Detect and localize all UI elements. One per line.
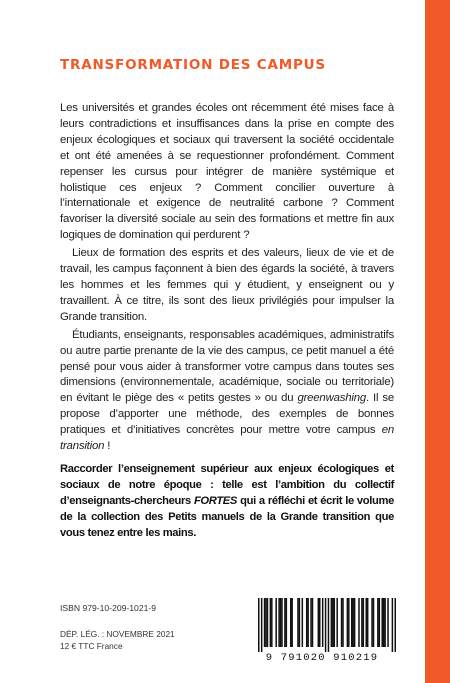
en-transition-term: en transition [60, 424, 394, 453]
paragraph-3-part-b: . Il se propose d’apporter une méthode, des exemples de bonnes pratiques et d’initiatives concrètes pour mettre votre campus [60, 392, 394, 437]
summary-part-b: qui a réfléchi et écrit le volume de la collection des Petits manuels de la Grande transition que vous tenez entre les mains. [60, 495, 395, 539]
barcode-bar [342, 598, 344, 647]
barcode-bar [275, 598, 277, 647]
barcode-bars [248, 598, 396, 652]
barcode-bar [341, 598, 343, 647]
summary-part-a: Raccorder l’enseignement supérieur aux enjeux écologiques et sociaux de notre époque : telle est l’ambition du collectif d’enseignants-chercheurs [60, 463, 394, 507]
barcode-bar [348, 598, 350, 647]
barcode-bar [291, 598, 293, 647]
paragraph-3-part-a: Étudiants, enseignants, responsables académiques, administratifs ou autre partie prenante de la vie des campus, ce petit manuel a été pensé pour vous aider à transformer votre campus dans toutes ses dimensions (environnementale, académique, sociale ou territoriale) en évitant le piège des « petits gestes » ou du [60, 328, 394, 405]
barcode-bar [395, 598, 396, 652]
barcode-bar [332, 598, 334, 647]
barcode-bar [325, 598, 327, 652]
barcode-bar [267, 598, 269, 647]
barcode-bar [290, 598, 292, 647]
barcode-bar [352, 598, 354, 647]
paragraph-3 [60, 328, 394, 455]
barcode-bar [270, 598, 272, 647]
barcode-bar [377, 598, 379, 647]
barcode-bar [379, 598, 381, 647]
legal-info [60, 628, 175, 652]
barcode [248, 598, 396, 668]
barcode-bar [318, 598, 320, 647]
price: 12 € TTC France [60, 641, 123, 651]
barcode-bar [258, 598, 260, 652]
greenwashing-term: greenwashing [297, 392, 366, 405]
barcode-bar [363, 598, 365, 647]
barcode-bar [271, 598, 273, 647]
barcode-bar [306, 598, 308, 647]
barcode-bar [351, 598, 353, 647]
isbn-text: ISBN 979-10-209-1021-9 [60, 603, 157, 613]
back-cover-description [60, 101, 394, 457]
barcode-bar [328, 598, 330, 652]
barcode-bar [319, 598, 321, 647]
barcode-bar [302, 598, 304, 647]
barcode-bar [383, 598, 385, 647]
legal-deposit: DÉP. LÉG. : NOVEMBRE 2021 [60, 629, 175, 639]
barcode-bar [280, 598, 282, 647]
barcode-bar [358, 598, 360, 647]
barcode-bar [310, 598, 312, 647]
barcode-bar [261, 598, 263, 652]
barcode-bar [334, 598, 336, 647]
barcode-bar [278, 598, 280, 647]
barcode-bar [312, 598, 314, 647]
barcode-bar [307, 598, 309, 647]
barcode-bar [387, 598, 389, 647]
barcode-bar [361, 598, 363, 647]
barcode-bar [367, 598, 369, 647]
barcode-number: 9 791020 910219 [265, 652, 379, 664]
barcode-bar [354, 598, 356, 647]
barcode-bar [322, 598, 324, 647]
barcode-bar [373, 598, 375, 647]
barcode-bar [297, 598, 299, 647]
barcode-bar [281, 598, 283, 647]
collective-name: FORTES [193, 495, 238, 507]
paragraph-1: Les universités et grandes écoles ont récemment été mises face à leurs contradictions et insuffisances dans la prise en compte des enjeux écologiques et sociaux qui traversent la société occidentale et ont été amenées à se requestionner profondément. Comment repenser les cursus pour intégrer de manière systémique et holistique ces enjeux ? Comment concilier ouverture à l’internationale et exigence de neutralité carbone ? Comment favoriser la diversité sociale au sein des formations et mettre fin aux logiques de domination qui perdurent ? [60, 102, 394, 242]
barcode-bar [384, 598, 386, 647]
barcode-bar [286, 598, 288, 647]
barcode-bar [299, 598, 301, 647]
paragraph-2: Lieux de formation des esprits et des valeurs, lieux de vie et de travail, les campus façonnent à bien des égards la société, à travers les hommes et les femmes qui y étudient, y enseignent ou y travaillent. À ce titre, ils sont des lieux privilégiés pour impulser la Grande transition. [60, 247, 394, 323]
barcode-bar [264, 598, 266, 647]
barcode-bar [365, 598, 367, 647]
barcode-bar [347, 598, 349, 647]
barcode-bar [265, 598, 267, 647]
barcode-bar [392, 598, 394, 652]
barcode-bar [336, 598, 338, 647]
barcode-bar [331, 598, 333, 647]
book-title: TRANSFORMATION DES CAMPUS [60, 57, 326, 73]
paragraph-3-part-c: ! [104, 440, 111, 453]
barcode-bar [381, 598, 383, 647]
barcode-bar [284, 598, 286, 647]
orange-spine-band [425, 0, 450, 683]
summary-bold-paragraph [60, 461, 394, 541]
barcode-bar [371, 598, 373, 647]
